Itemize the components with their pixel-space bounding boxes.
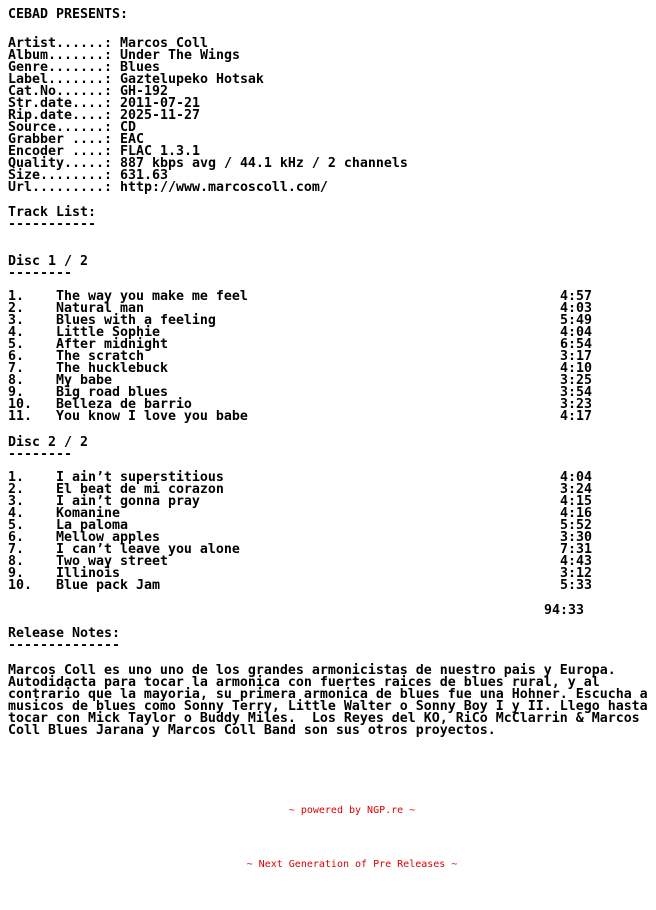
track-duration: 4:04 (560, 325, 592, 340)
release-notes-line: Marcos Coll es uno uno de los grandes armonicistas de nuestro pais y Europa. (8, 663, 616, 678)
track-list-underline: ----------- (8, 217, 96, 232)
track-title: I ain’t superstitious (56, 470, 224, 485)
presents-heading: CEBAD PRESENTS: (8, 7, 128, 22)
track-duration: 4:17 (560, 409, 592, 424)
track-title: The hucklebuck (56, 361, 168, 376)
track-duration: 4:03 (560, 301, 592, 316)
track-number: 10. (8, 397, 32, 412)
track-number: 7. (8, 542, 24, 557)
track-row (8, 411, 592, 423)
track-duration: 4:10 (560, 361, 592, 376)
track-title: Little Sophie (56, 325, 160, 340)
info-label: Source......: (8, 120, 112, 135)
track-number: 5. (8, 337, 24, 352)
track-duration: 3:30 (560, 530, 592, 545)
track-title: The scratch (56, 349, 144, 364)
track-number: 9. (8, 385, 24, 400)
track-row (8, 580, 592, 592)
track-number: 8. (8, 373, 24, 388)
spacer (8, 737, 9, 766)
info-label: Artist......: (8, 36, 112, 51)
release-notes-line: musicos de blues como Sonny Terry, Little Walter o Sonny Boy I y II. Llego hasta (8, 699, 648, 714)
spacer (8, 592, 9, 605)
release-notes-heading: Release Notes: (8, 626, 120, 641)
track-title: Komanine (56, 506, 120, 521)
track-duration: 5:33 (560, 578, 592, 593)
track-title: I can’t leave you alone (56, 542, 240, 557)
track-number: 6. (8, 530, 24, 545)
release-notes-line: Coll Blues Jarana y Marcos Coll Band son sus otros proyectos. (8, 723, 496, 738)
track-title: The way you make me feel (56, 289, 248, 304)
track-duration: 3:23 (560, 397, 592, 412)
track-number: 5. (8, 518, 24, 533)
release-notes-line: tocar con Mick Taylor o Buddy Miles. Los Reyes del KO, RiCo McClarrin & Marcos (8, 711, 640, 726)
track-title: After midnight (56, 337, 168, 352)
info-value-album: Under The Wings (120, 48, 240, 63)
info-label: Album.......: (8, 48, 112, 63)
track-number: 10. (8, 578, 32, 593)
release-notes-underline: -------------- (8, 638, 120, 653)
info-label: Rip.date....: (8, 108, 112, 123)
info-value-url: http://www.marcoscoll.com/ (120, 180, 328, 195)
info-value-label: Gaztelupeko Hotsak (120, 72, 264, 87)
track-number: 2. (8, 482, 24, 497)
info-label: Size........: (8, 168, 112, 183)
footer-powered-by: ~ powered by NGP.re ~ (288, 805, 416, 816)
info-value-genre: Blues (120, 60, 160, 75)
track-duration: 3:24 (560, 482, 592, 497)
info-label: Cat.No......: (8, 84, 112, 99)
disc1-underline: -------- (8, 266, 72, 281)
info-label: Url.........: (8, 180, 112, 195)
track-number: 1. (8, 289, 24, 304)
footer (28, 766, 656, 910)
track-duration: 7:31 (560, 542, 592, 557)
track-title: Two way street (56, 554, 168, 569)
release-notes-line: Autodidacta para tocar la armonica con fuertes raices de blues rural, y al (8, 675, 600, 690)
track-number: 6. (8, 349, 24, 364)
info-label: Genre.......: (8, 60, 112, 75)
info-row-url (8, 182, 656, 194)
info-value-grabber: EAC (120, 132, 144, 147)
total-duration: 94:33 (544, 603, 584, 618)
track-number: 1. (8, 470, 24, 485)
track-title: You know I love you babe (56, 409, 248, 424)
track-title: La paloma (56, 518, 128, 533)
info-value-encoder: FLAC 1.3.1 (120, 144, 200, 159)
track-duration: 5:52 (560, 518, 592, 533)
track-duration: 4:16 (560, 506, 592, 521)
info-label: Quality.....: (8, 156, 112, 171)
track-number: 11. (8, 409, 32, 424)
track-duration: 4:04 (560, 470, 592, 485)
disc2-heading: Disc 2 / 2 (8, 435, 88, 450)
info-value-strdate: 2011-07-21 (120, 96, 200, 111)
info-value-source: CD (120, 120, 136, 135)
track-title: Blues with a feeling (56, 313, 216, 328)
info-value-artist: Marcos Coll (120, 36, 208, 51)
track-list-heading: Track List: (8, 205, 96, 220)
footer-tagline: ~ Next Generation of Pre Releases ~ (246, 859, 458, 870)
track-number: 3. (8, 494, 24, 509)
info-label: Encoder ....: (8, 144, 112, 159)
info-label: Str.date....: (8, 96, 112, 111)
release-notes-line: contrario que la mayoria, su primera armonica de blues fue una Hohner. Escucha a (8, 687, 648, 702)
track-number: 3. (8, 313, 24, 328)
track-duration: 6:54 (560, 337, 592, 352)
track-number: 4. (8, 325, 24, 340)
track-duration: 3:25 (560, 373, 592, 388)
track-title: My babe (56, 373, 112, 388)
track-title: Belleza de barrio (56, 397, 192, 412)
track-duration: 3:17 (560, 349, 592, 364)
total-duration-row (8, 605, 584, 617)
info-value-ripdate: 2025-11-27 (120, 108, 200, 123)
disc2-underline: -------- (8, 447, 72, 462)
track-duration: 5:49 (560, 313, 592, 328)
track-number: 4. (8, 506, 24, 521)
info-label: Label.......: (8, 72, 112, 87)
track-duration: 3:12 (560, 566, 592, 581)
track-number: 8. (8, 554, 24, 569)
track-title: Illinois (56, 566, 120, 581)
track-number: 2. (8, 301, 24, 316)
info-label: Grabber ....: (8, 132, 112, 147)
track-number: 9. (8, 566, 24, 581)
track-title: Big road blues (56, 385, 168, 400)
track-duration: 4:57 (560, 289, 592, 304)
track-duration: 4:15 (560, 494, 592, 509)
track-title: Mellow apples (56, 530, 160, 545)
track-duration: 3:54 (560, 385, 592, 400)
disc1-heading: Disc 1 / 2 (8, 254, 88, 269)
track-title: Natural man (56, 301, 144, 316)
info-value-size: 631.63 (120, 168, 168, 183)
track-number: 7. (8, 361, 24, 376)
track-title: I ain’t gonna pray (56, 494, 200, 509)
track-title: El beat de mi corazon (56, 482, 224, 497)
info-value-catno: GH-192 (120, 84, 168, 99)
track-title: Blue pack Jam (56, 578, 160, 593)
info-value-quality: 887 kbps avg / 44.1 kHz / 2 channels (120, 156, 408, 171)
track-duration: 4:43 (560, 554, 592, 569)
spacer (8, 231, 9, 256)
